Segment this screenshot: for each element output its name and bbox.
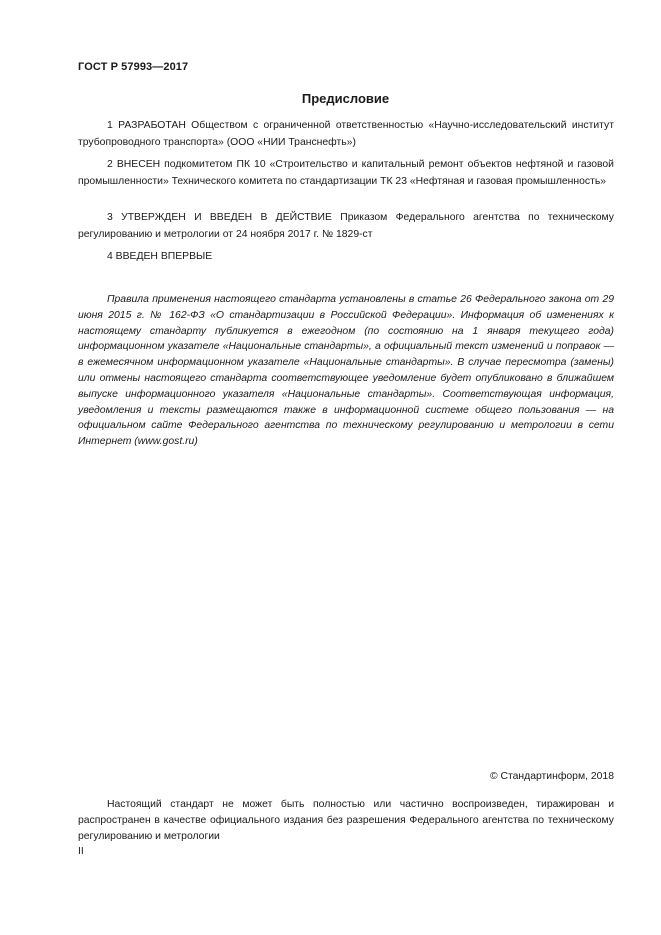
preface-item-submitted: 2 ВНЕСЕН подкомитетом ПК 10 «Строительство и капитальный ремонт объектов нефтяной и газовой промышленности» Технического комитета по стандартизации ТК 23 «Нефтяная и газовая промышленность» <box>78 159 614 187</box>
application-rules-notice: Правила применения настоящего стандарта установлены в статье 26 Федерального закона от 29 июня 2015 г. № 162-ФЗ «О стандартизации в Российской Федерации». Информация об изменениях к настоящему стандарту публикуется в ежегодном (по состоянию на 1 января текущего года) информационном указателе «Национальные стандарты», а официальный текст изменений и поправок — в ежемесячном информационном указателе «Национальные стандарты». В случае пересмотра (замены) или отмены настоящего стандарта соответствующее уведомление будет опубликовано в ближайшем выпуске информационного указателя «Национальные стандарты». Соответствующая информация, уведомления и тексты размещаются также в информационной системе общего пользования — на официальном сайте Федерального агентства по техническому регулированию и метрологии в сети Интернет (www.gost.ru) <box>78 294 614 448</box>
copyright: © Стандартинформ, 2018 <box>489 771 614 782</box>
standard-code: ГОСТ Р 57993—2017 <box>78 61 189 73</box>
reproduction-notice: Настоящий стандарт не может быть полностью или частично воспроизведен, тиражирован и распространен в качестве официального издания без разрешения Федерального агентства по техническому регулированию и метрологии <box>78 799 614 842</box>
preface-item-approved: 3 УТВЕРЖДЕН И ВВЕДЕН В ДЕЙСТВИЕ Приказом Федерального агентства по техническому регулированию и метрологии от 24 ноября 2017 г. № 1829-ст <box>78 212 614 240</box>
preface-item-developed: 1 РАЗРАБОТАН Обществом с ограниченной ответственностью «Научно-исследовательский институт трубопроводного транспорта» (ООО «НИИ Транснефть») <box>78 120 614 148</box>
page-number: II <box>78 846 84 857</box>
page-title: Предисловие <box>301 91 390 106</box>
preface-item-introduced: 4 ВВЕДЕН ВПЕРВЫЕ <box>107 251 213 262</box>
